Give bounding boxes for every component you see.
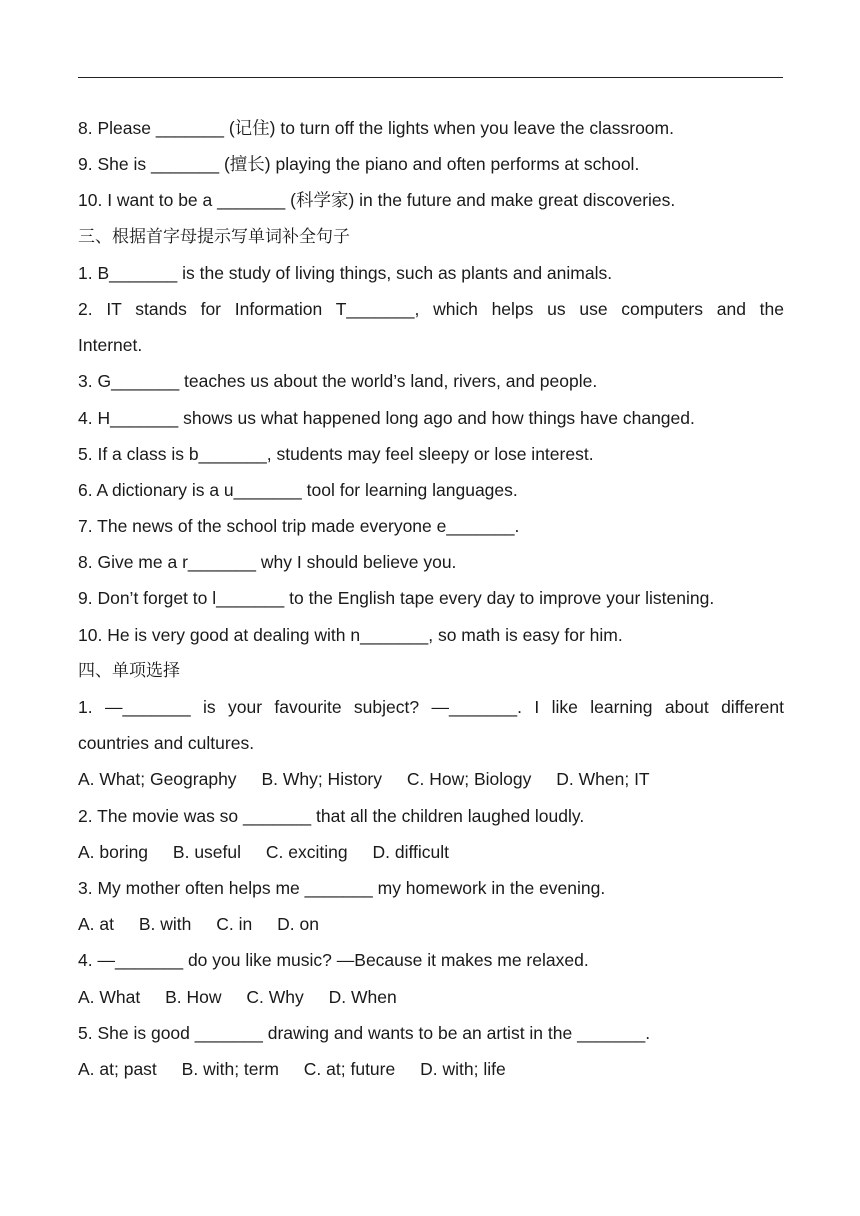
q1-option-b: B. Why; History (261, 769, 383, 790)
part3-item-6: 6. A dictionary is a u_______ tool for learning languages. (78, 479, 518, 500)
part3-item-10: 10. He is very good at dealing with n_______, so math is easy for him. (78, 624, 623, 645)
q4-options (78, 979, 784, 1015)
part3-item-4: 4. H_______ shows us what happened long ago and how things have changed. (78, 407, 695, 428)
header-rule (78, 77, 783, 78)
q2-options (78, 834, 784, 870)
q1-options (78, 761, 784, 797)
q4-stem: 4. —_______ do you like music? —Because it makes me relaxed. (78, 950, 589, 971)
part3-item-3: 3. G_______ teaches us about the world’s land, rivers, and people. (78, 371, 598, 392)
q5-option-b: B. with; term (181, 1058, 279, 1079)
q2-option-b: B. useful (172, 841, 242, 862)
q2-option-a: A. boring (78, 841, 149, 862)
q5-option-a: A. at; past (78, 1058, 157, 1079)
q5-options (78, 1051, 784, 1087)
q4-option-a: A. What (78, 986, 141, 1007)
q1-option-a: A. What; Geography (78, 769, 237, 790)
q3-option-d: D. on (277, 914, 319, 935)
q3-stem: 3. My mother often helps me _______ my homework in the evening. (78, 877, 606, 898)
q3-options (78, 906, 784, 942)
part3-item-5: 5. If a class is b_______, students may feel sleepy or lose interest. (78, 443, 594, 464)
q5-stem: 5. She is good _______ drawing and wants to be an artist in the _______. (78, 1022, 651, 1043)
part3-item-9: 9. Don’t forget to l_______ to the English tape every day to improve your listening. (78, 588, 715, 609)
q3-option-c: C. in (216, 914, 253, 935)
part2-item-8: 8. Please _______ (记住) to turn off the lights when you leave the classroom. (78, 118, 674, 138)
q1-option-d: D. When; IT (556, 769, 650, 790)
q4-option-d: D. When (328, 986, 397, 1007)
q3-option-a: A. at (78, 914, 114, 935)
part3-item-2: 2. IT stands for Information T_______, which helps us use computers and the (78, 298, 784, 319)
q4-option-b: B. How (165, 986, 222, 1007)
worksheet-body (78, 110, 784, 1087)
q1-option-c: C. How; Biology (406, 769, 532, 790)
q1-stem: 1. —_______ is your favourite subject? —_______. I like learning about different (78, 697, 784, 717)
part3-item-2-cont: Internet. (78, 335, 143, 356)
part2-item-10: 10. I want to be a _______ (科学家) in the future and make great discoveries. (78, 190, 676, 211)
part3-heading: 三、根据首字母提示写单词补全句子 (78, 226, 350, 247)
q2-option-d: D. difficult (372, 841, 449, 862)
part4-heading: 四、单项选择 (78, 660, 180, 681)
q5-option-d: D. with; life (420, 1058, 506, 1079)
part3-item-1: 1. B_______ is the study of living things, such as plants and animals. (78, 262, 613, 283)
q5-option-c: C. at; future (303, 1058, 396, 1079)
q1-stem-cont: countries and cultures. (78, 733, 255, 754)
q2-option-c: C. exciting (265, 841, 348, 862)
part3-item-7: 7. The news of the school trip made everyone e_______. (78, 516, 520, 537)
q3-option-b: B. with (138, 914, 192, 935)
part3-item-8: 8. Give me a r_______ why I should believe you. (78, 552, 457, 573)
part2-item-9: 9. She is _______ (擅长) playing the piano and often performs at school. (78, 154, 640, 175)
q4-option-c: C. Why (246, 986, 304, 1007)
q2-stem: 2. The movie was so _______ that all the children laughed loudly. (78, 805, 585, 826)
